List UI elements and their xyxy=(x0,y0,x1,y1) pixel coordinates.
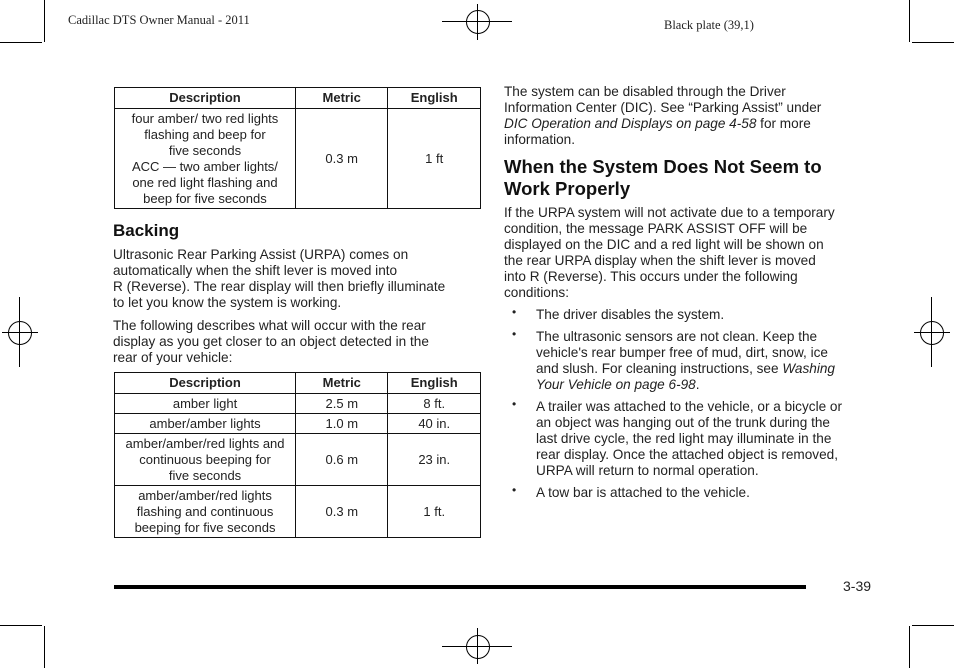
bullet-icon: • xyxy=(512,327,517,341)
crop-mark xyxy=(0,625,42,626)
conditions-paragraph: If the URPA system will not activate due to a temporary condition, the message PARK ASSIST OFF will be displayed on the DIC and a red light will be shown on the rear URPA display when the shift lever is moved into R (Reverse). This occurs under the following conditions: xyxy=(504,205,835,300)
section-heading-not-working: When the System Does Not Seem to Work Properly xyxy=(504,156,822,199)
table-row xyxy=(115,414,481,434)
description-cell: amber/amber/red lights and continuous beeping for five seconds xyxy=(115,434,296,486)
metric-cell: 0.6 m xyxy=(296,434,388,486)
column-header-english: English xyxy=(388,373,481,394)
footer-rule xyxy=(114,585,806,589)
crop-mark xyxy=(44,0,45,42)
bullet-icon: • xyxy=(512,483,517,497)
section-heading-backing: Backing xyxy=(113,221,180,240)
table-row xyxy=(115,394,481,414)
page-number: 3-39 xyxy=(843,578,872,594)
table-row xyxy=(115,434,481,486)
intro-paragraph: The system can be disabled through the Driver Information Center (DIC). See “Parking Assist” under DIC Operation and Displays on page 4-58 for more information. xyxy=(504,84,822,147)
column-header-metric: Metric xyxy=(296,373,388,394)
manual-title: Cadillac DTS Owner Manual - 2011 xyxy=(68,13,250,27)
metric-cell: 0.3 m xyxy=(295,109,387,209)
crop-mark xyxy=(44,626,45,668)
english-cell: 1 ft xyxy=(388,109,481,209)
crop-mark xyxy=(909,626,910,668)
bullet-icon: • xyxy=(512,305,517,319)
description-cell: four amber/ two red lights flashing and beep for five seconds ACC — two amber lights/ one red light flashing and beep for five seconds xyxy=(115,109,296,209)
table-header-row xyxy=(115,373,481,394)
metric-cell: 0.3 m xyxy=(296,486,388,538)
conditions-list xyxy=(504,307,874,507)
list-item: • A tow bar is attached to the vehicle. xyxy=(512,483,750,500)
distance-table-1 xyxy=(114,87,481,209)
backing-paragraph-1: Ultrasonic Rear Parking Assist (URPA) comes on automatically when the shift lever is moved into R (Reverse). The rear display will then briefly illuminate to let you know the system is working. xyxy=(113,247,446,310)
list-item: • A trailer was attached to the vehicle, or a bicycle or an object was hanging out of the trunk during the last drive cycle, the red light may illuminate in the rear display. Once the attached object is removed, URPA will return to normal operation. xyxy=(512,397,843,478)
description-cell: amber light xyxy=(115,394,296,414)
column-header-description: Description xyxy=(115,88,296,109)
english-cell: 40 in. xyxy=(388,414,481,434)
table-row xyxy=(115,486,481,538)
description-cell: amber/amber lights xyxy=(115,414,296,434)
cross-reference-link[interactable]: Your Vehicle on page 6-98 xyxy=(536,377,696,392)
distance-table-2 xyxy=(114,372,481,538)
column-header-metric: Metric xyxy=(295,88,387,109)
english-cell: 23 in. xyxy=(388,434,481,486)
bullet-icon: • xyxy=(512,397,517,411)
english-cell: 1 ft. xyxy=(388,486,481,538)
description-cell: amber/amber/red lights flashing and continuous beeping for five seconds xyxy=(115,486,296,538)
english-cell: 8 ft. xyxy=(388,394,481,414)
table-row xyxy=(115,109,481,209)
column-header-english: English xyxy=(388,88,481,109)
crop-mark xyxy=(912,625,954,626)
crop-mark xyxy=(912,42,954,43)
list-item: • The driver disables the system. xyxy=(512,305,725,322)
cross-reference-link[interactable]: DIC Operation and Displays on page 4-58 xyxy=(504,116,757,131)
plate-label: Black plate (39,1) xyxy=(664,18,754,32)
table-header-row xyxy=(115,88,481,109)
cross-reference-link[interactable]: Washing xyxy=(782,361,835,376)
backing-paragraph-2: The following describes what will occur with the rear display as you get closer to an object detected in the rear of your vehicle: xyxy=(113,318,429,365)
crop-mark xyxy=(909,0,910,42)
metric-cell: 2.5 m xyxy=(296,394,388,414)
list-item: • The ultrasonic sensors are not clean. Keep the vehicle's rear bumper free of mud, dirt, snow, ice and slush. For cleaning instructions, see Washing Your Vehicle on page 6-98. xyxy=(512,327,835,392)
column-header-description: Description xyxy=(115,373,296,394)
metric-cell: 1.0 m xyxy=(296,414,388,434)
crop-mark xyxy=(0,42,42,43)
